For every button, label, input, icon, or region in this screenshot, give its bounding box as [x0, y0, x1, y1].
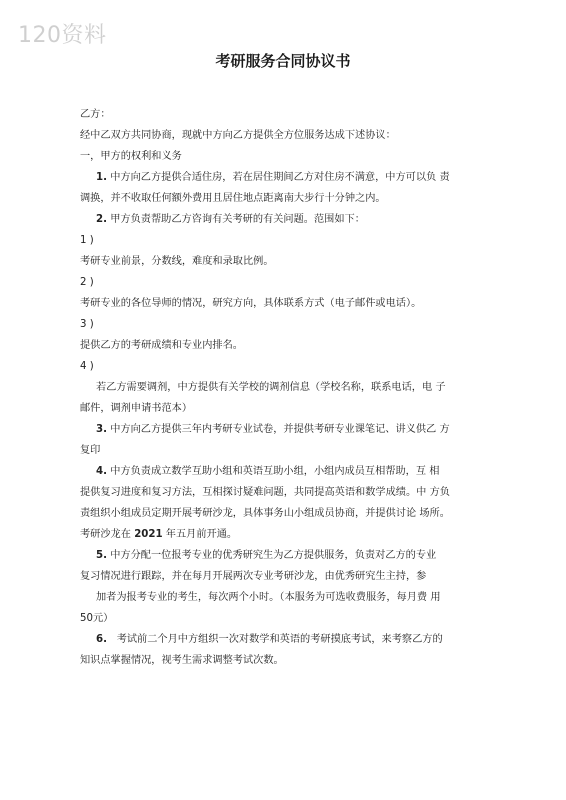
item-5-line-1 — [80, 545, 500, 566]
section-heading: 一，甲方的权利和义务 — [80, 151, 182, 162]
item-2-line-1 — [80, 209, 500, 230]
item-5-line-2: 复习情况进行跟踪，并在每月开展两次专业考研沙龙，由优秀研究生主持，参 — [80, 571, 427, 582]
item-6-line-1 — [80, 629, 500, 650]
item-text: 中方向乙方提供合适住房，若在居住期间乙方对住房不满意，中方可以负 责 — [110, 172, 450, 183]
item-4-line-1 — [80, 461, 500, 482]
item-text: 中方负责成立数学互助小组和英语互助小组，小组内成员互相帮助，互 相 — [110, 466, 440, 477]
item-number: 2. — [96, 214, 107, 225]
item-4-line-2: 提供复习进度和复习方法，互相探讨疑难问题，共同提高英语和数学成绩。中 方负 — [80, 487, 450, 498]
item-4-line-3: 责组织小组成员定期开展考研沙龙，具体事务山小组成员协商，并提供讨论 场所。 — [80, 508, 450, 519]
item-4-line-4 — [80, 524, 500, 545]
item-5-line-3: 加者为报考专业的考生，每次两个小时。（本服务为可选收费服务，每月费 用 — [96, 592, 441, 603]
subitem-4-text-line-1: 若乙方需要调剂，中方提供有关学校的调剂信息（学校名称，联系电话，电 子 — [96, 382, 446, 393]
party-line: 乙方： — [80, 109, 111, 120]
item-text: 中方分配一位报考专业的优秀研究生为乙方提供服务，负责对乙方的专业 — [110, 550, 437, 561]
page-title: 考研服务合同协议书 — [215, 52, 351, 70]
subitem-4-number: 4 ) — [80, 361, 94, 372]
watermark-logo: 120资料 — [18, 23, 107, 48]
item-text: 考试前二个月中方组织一次对数学和英语的考研摸底考试，来考察乙方的 — [116, 634, 443, 645]
item-text: 中方向乙方提供三年内考研专业试卷，并提供考研专业课笔记、讲义供乙 方 — [110, 424, 450, 435]
item-3-line-1 — [80, 419, 500, 440]
item-number: 4. — [96, 466, 107, 477]
intro-line: 经中乙双方共同协商，现就中方向乙方提供全方位服务达成下述协议： — [80, 130, 396, 141]
item-number: 3. — [96, 424, 107, 435]
subitem-3-text: 提供乙方的考研成绩和专业内排名。 — [80, 340, 243, 351]
item-number: 5. — [96, 550, 107, 561]
item-1-line-2: 调换，并不收取任何额外费用且居住地点距离南大步行十分钟之内。 — [80, 193, 386, 204]
subitem-2-number: 2 ) — [80, 277, 94, 288]
year-value: 2021 — [134, 529, 163, 540]
item-text: 考研沙龙在 — [80, 529, 131, 540]
subitem-3-number: 3 ) — [80, 319, 94, 330]
item-number: 1. — [96, 172, 107, 183]
item-5-line-4: 50元） — [80, 613, 114, 624]
subitem-1-number: 1 ) — [80, 235, 94, 246]
subitem-2-text: 考研专业的各位导师的情况，研究方向，具体联系方式（电子邮件或电话）。 — [80, 298, 422, 309]
item-3-line-2: 复印 — [80, 445, 101, 456]
item-text: 年五月前开通。 — [165, 529, 238, 540]
item-6-line-2: 知识点掌握情况，视考生需求调整考试次数。 — [80, 655, 284, 666]
contract-body — [80, 104, 500, 671]
item-number: 6. — [96, 634, 107, 645]
item-1-line-1 — [80, 167, 500, 188]
subitem-1-text: 考研专业前景，分数线，难度和录取比例。 — [80, 256, 274, 267]
item-text: 甲方负责帮助乙方咨询有关考研的有关问题。范围如下： — [110, 214, 365, 225]
subitem-4-text-line-2: 邮件，调剂申请书范本） — [80, 403, 193, 414]
